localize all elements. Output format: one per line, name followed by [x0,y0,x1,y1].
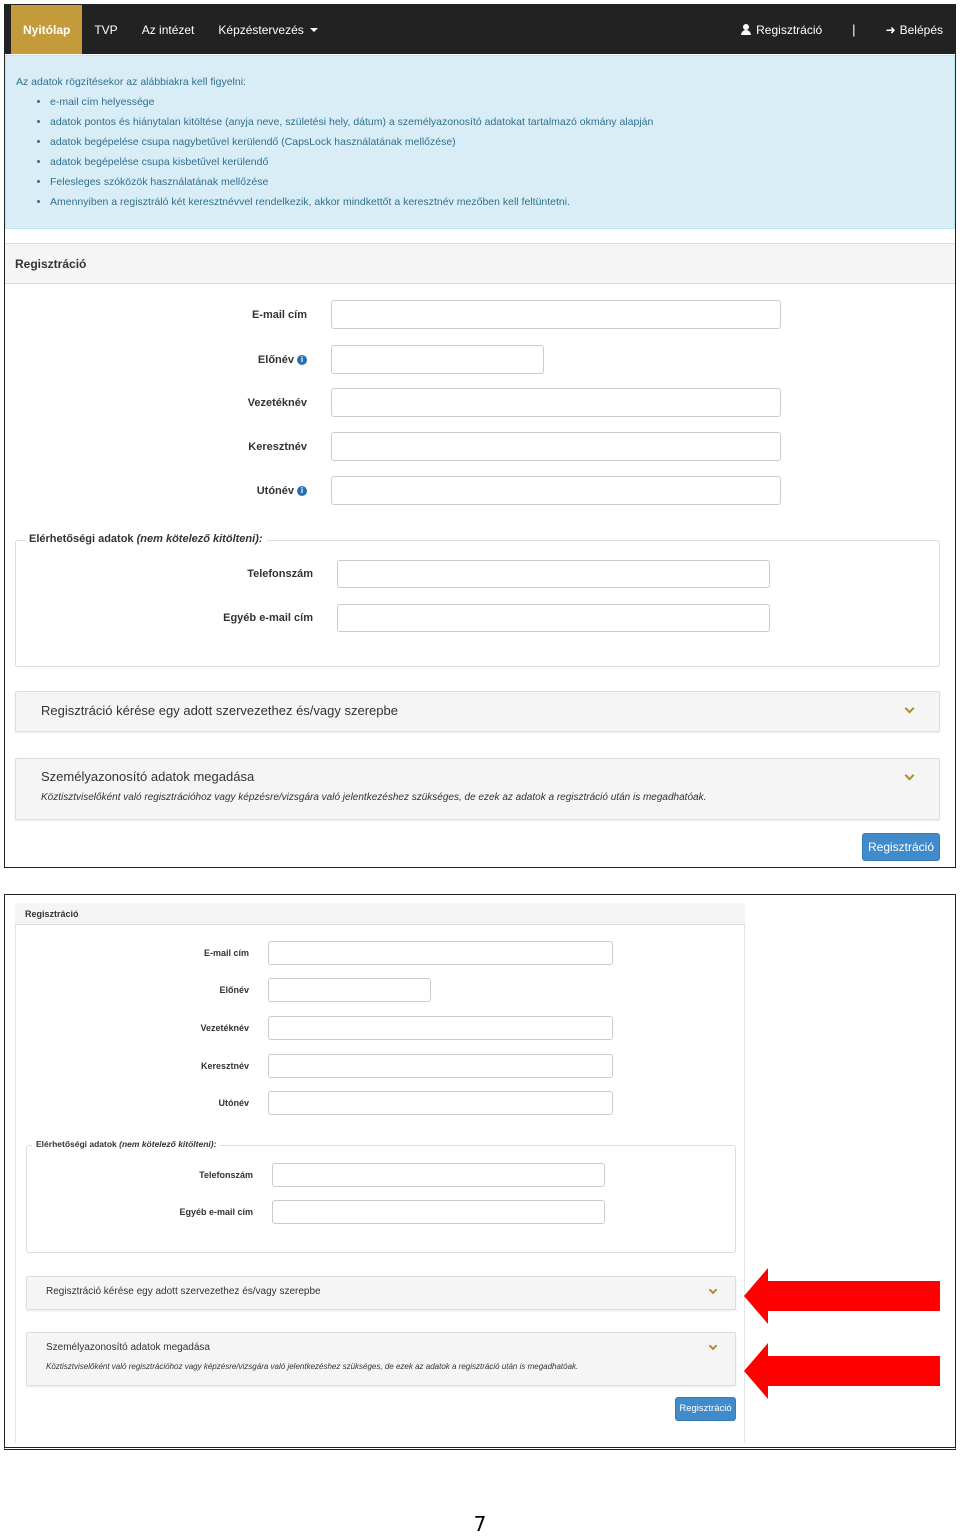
s2-id-data-panel[interactable] [26,1332,736,1386]
alert-intro: Az adatok rögzítésekor az alábbiakra kell figyelni: [16,76,246,88]
id-data-title: Személyazonosító adatok megadása [41,769,255,784]
contact-legend [25,533,267,545]
nav-right [729,5,955,54]
s2-contact-legend-text: Elérhetőségi adatok [36,1139,117,1149]
firstname-input[interactable] [331,432,781,461]
prefix-input[interactable] [331,345,544,374]
alert-item: • adatok begépelése csupa nagybetűvel kerülendő (CapsLock használatának mellőzése) [50,132,944,152]
s2-other-email-input[interactable] [272,1200,605,1224]
login-icon: ➜ [885,22,896,37]
alert-item: • Amennyiben a regisztráló két keresztnévvel rendelkezik, akkor mindkettőt a keresztnév mezőben kell feltüntetni. [50,192,944,212]
alert-list [16,92,944,212]
contact-legend-text: Elérhetőségi adatok [29,533,134,545]
arrow-shaft [766,1356,940,1386]
s2-id-data-title: Személyazonosító adatok megadása [46,1342,210,1353]
s2-firstname-label: Keresztnév [200,1061,249,1071]
prefix-row [155,345,544,374]
screenshot-full-form [4,4,956,868]
s2-other-email-row [115,1200,605,1224]
lastname-row [155,388,781,417]
red-arrow-pointer [744,1343,940,1399]
arrow-head [744,1268,768,1324]
email-label: E-mail cím [251,308,307,321]
lastname-label: Vezetéknév [247,396,307,409]
prefix-label-text: Előnév [257,353,294,366]
s2-suffix-label: Utónév [218,1098,249,1108]
phone-label: Telefonszám [247,568,313,580]
nav-training-planning[interactable] [206,5,329,54]
s2-register-button[interactable]: Regisztráció [675,1397,736,1421]
chevron-down-icon[interactable] [709,1286,717,1294]
s2-phone-row [115,1163,605,1187]
s2-prefix-input[interactable] [268,978,431,1002]
phone-row [155,560,770,588]
s2-phone-label: Telefonszám [199,1170,253,1180]
s2-phone-input[interactable] [272,1163,605,1187]
registration-panel [5,243,956,868]
other-email-label: Egyéb e-mail cím [223,612,313,624]
s2-contact-legend-note: (nem kötelező kitölteni): [119,1139,217,1149]
red-arrow-pointer [744,1268,940,1324]
info-alert [5,55,955,229]
nav-tvp[interactable]: TVP [94,22,118,37]
s2-email-label: E-mail cím [203,948,249,958]
chevron-down-icon[interactable] [709,1342,717,1350]
other-email-row [155,604,770,632]
s2-firstname-input[interactable] [268,1054,613,1078]
id-data-subtitle: Köztisztviselőként való regisztrációhoz vagy képzésre/vizsgára való jelentkezéshez szükséges, de ezek az adatok a regisztráció után is megadhatóak. [41,792,707,803]
nav-home[interactable]: Nyitólap [11,5,82,54]
alert-item: • adatok begépelése csupa kisbetűvel kerülendő [50,152,944,172]
s2-org-role-title: Regisztráció kérése egy adott szervezethez és/vagy szerepbe [46,1286,321,1297]
s2-other-email-label: Egyéb e-mail cím [179,1207,253,1217]
s2-org-role-panel[interactable] [26,1276,736,1310]
chevron-down-icon[interactable] [905,771,915,781]
nav-training-planning-label: Képzéstervezés [218,22,304,37]
s2-lastname-row [115,1016,613,1040]
firstname-row [155,432,781,461]
org-role-title: Regisztráció kérése egy adott szervezethez és/vagy szerepbe [41,703,398,718]
s2-email-input[interactable] [268,941,613,965]
firstname-label: Keresztnév [248,440,307,453]
alert-item: • Felesleges szóközök használatának mellőzése [50,172,944,192]
s2-lastname-input[interactable] [268,1016,613,1040]
phone-input[interactable] [337,560,770,588]
user-icon [741,24,751,35]
org-role-panel[interactable] [15,691,940,732]
alert-item: • e-mail cím helyessége [50,92,944,112]
caret-down-icon [310,28,318,32]
email-input[interactable] [331,300,781,329]
nav-institute[interactable]: Az intézet [141,22,195,37]
s2-contact-legend [32,1139,220,1149]
email-row [155,300,781,329]
top-navbar [5,5,955,54]
suffix-label [155,485,307,497]
nav-login[interactable] [874,5,955,54]
info-icon[interactable]: i [297,486,307,496]
s2-suffix-input[interactable] [268,1091,613,1115]
panel-heading: Regisztráció [5,244,956,284]
s2-panel-heading: Regisztráció [15,903,745,925]
page-number: 7 [473,1512,487,1536]
chevron-down-icon[interactable] [905,704,915,714]
s2-prefix-row [115,978,431,1002]
suffix-input[interactable] [331,476,781,505]
s2-id-data-subtitle: Köztisztviselőként való regisztrációhoz vagy képzésre/vizsgára való jelentkezéshez szükséges, de ezek az adatok a regisztráció után is megadhatóak. [46,1362,579,1371]
s2-lastname-label: Vezetéknév [200,1023,249,1033]
prefix-label [155,354,307,366]
info-icon[interactable]: i [297,355,307,365]
arrow-shaft [766,1281,940,1311]
other-email-input[interactable] [337,604,770,632]
lastname-input[interactable] [331,388,781,417]
suffix-label-text: Utónév [256,484,294,497]
alert-item: • adatok pontos és hiánytalan kitöltése (anyja neve, születési hely, dátum) a személyazonosító adatokat tartalmazó okmány alapján [50,112,944,132]
arrow-head [744,1343,768,1399]
contact-legend-note: (nem kötelező kitölteni): [136,533,263,545]
s2-email-row [115,941,613,965]
nav-register-label: Regisztráció [756,22,823,37]
s2-prefix-label: Előnév [219,985,249,995]
s2-contact-fieldset [26,1145,736,1253]
nav-register[interactable] [729,5,834,54]
screenshot-highlighted-form [4,894,956,1450]
suffix-row [155,476,781,505]
id-data-panel[interactable] [15,758,940,820]
s2-firstname-row [115,1054,613,1078]
nav-separator: | [852,22,856,37]
register-button[interactable]: Regisztráció [862,833,940,861]
s2-suffix-row [115,1091,613,1115]
nav-login-label: Belépés [899,22,943,37]
